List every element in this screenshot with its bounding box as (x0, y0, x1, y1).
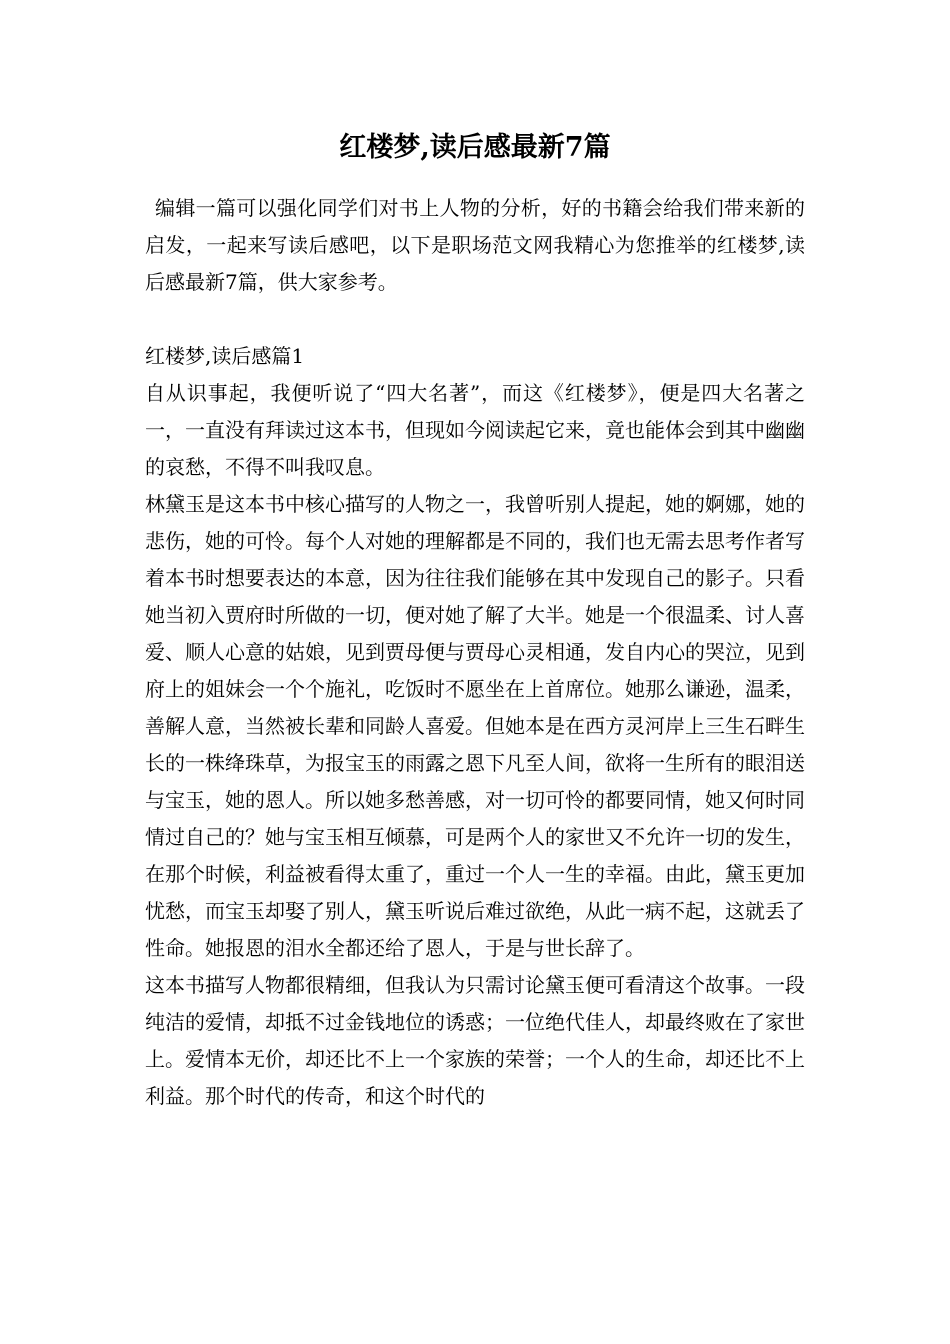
body-paragraph-2: 林黛玉是这本书中核心描写的人物之一，我曾听别人提起，她的婀娜，她的悲伤，她的可怜。每个人对她的理解都是不同的，我们也无需去思考作者写着本书时想要表达的本意，因为往往我们能够在其中发现自己的影子。只看她当初入贾府时所做的一切，便对她了解了大半。她是一个很温柔、讨人喜爱、顺人心意的姑娘，见到贾母便与贾母心灵相通，发自内心的哭泣，见到府上的姐妹会一个个施礼，吃饭时不愿坐在上首席位。她那么谦逊，温柔，善解人意，当然被长辈和同龄人喜爱。但她本是在西方灵河岸上三生石畔生长的一株绛珠草，为报宝玉的雨露之恩下凡至人间，欲将一生所有的眼泪送与宝玉，她的恩人。所以她多愁善感，对一切可怜的都要同情，她又何时同情过自己的？她与宝玉相互倾慕，可是两个人的家世又不允许一切的发生，在那个时候，利益被看得太重了，重过一个人一生的幸福。由此，黛玉更加忧愁，而宝玉却娶了别人，黛玉听说后难过欲绝，从此一病不起，这就丢了性命。她报恩的泪水全都还给了恩人，于是与世长辞了。 (145, 492, 805, 960)
document-title: 红楼梦,读后感最新7篇 (339, 132, 611, 163)
body-paragraph-3: 这本书描写人物都很精细，但我认为只需讨论黛玉便可看清这个故事。一段纯洁的爱情，却抵不过金钱地位的诱惑；一位绝代佳人，却最终败在了家世上。爱情本无价，却还比不上一个家族的荣誉；一个人的生命，却还比不上利益。那个时代的传奇，和这个时代的 (145, 973, 805, 1108)
section-heading: 红楼梦,读后感篇1 (145, 344, 305, 368)
document-body (145, 190, 805, 1115)
blank-line (145, 301, 805, 338)
body-paragraph-1: 自从识事起，我便听说了“四大名著”，而这《红楼梦》，便是四大名著之一，一直没有拜读过这本书，但现如今阅读起它来，竟也能体会到其中幽幽的哀愁，不得不叫我叹息。 (145, 381, 805, 479)
intro-paragraph: 编辑一篇可以强化同学们对书上人物的分析，好的书籍会给我们带来新的启发，一起来写读后感吧，以下是职场范文网我精心为您推举的红楼梦,读后感最新7篇，供大家参考。 (145, 196, 805, 294)
